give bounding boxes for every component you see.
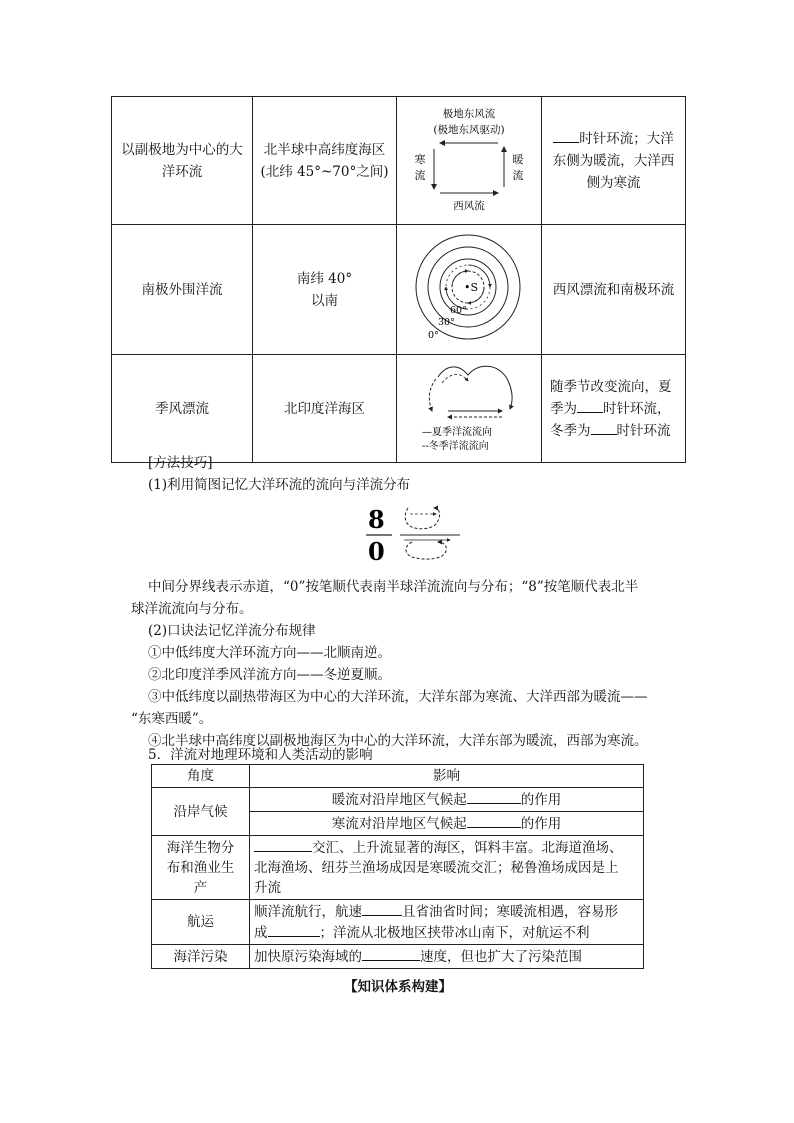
table-row xyxy=(152,836,644,900)
pollution-b: 速度，但也扩大了污染范围 xyxy=(420,949,582,965)
ship-line1-b: 且省油省时间；寒暖流相遇，容易形 xyxy=(402,904,618,920)
answer-blank[interactable] xyxy=(577,398,603,413)
row2-region xyxy=(253,225,397,355)
row1-feature xyxy=(542,97,686,225)
antarctic-diagram xyxy=(397,225,542,355)
figure-8-0-svg xyxy=(364,502,464,562)
ship-line2-b: ；洋流从北极地区挟带冰山南下，对航运不利 xyxy=(319,925,590,941)
subpolar-gyre-svg xyxy=(398,97,541,217)
answer-blank[interactable] xyxy=(591,420,617,435)
header-effect: 影响 xyxy=(250,765,644,788)
climate-cold-a: 寒流对沿岸地区气候起 xyxy=(331,816,467,832)
climate-warm-b: 的作用 xyxy=(520,792,562,808)
diag1-right-2: 流 xyxy=(512,169,523,182)
fish-line1 xyxy=(254,837,639,858)
ship-content xyxy=(250,900,644,945)
climate-cold-b: 的作用 xyxy=(520,816,562,832)
table-row xyxy=(152,765,644,788)
answer-blank[interactable] xyxy=(467,789,521,804)
diag1-left-2: 流 xyxy=(414,169,425,182)
ship-line1 xyxy=(254,901,639,922)
method-para1-line2: 球洋流流向与分布。 xyxy=(131,601,253,617)
table-row xyxy=(152,945,644,969)
subpolar-gyre-diagram xyxy=(397,97,542,225)
answer-blank[interactable] xyxy=(362,946,420,961)
diag2-lat60: 60° xyxy=(449,305,467,316)
table-row xyxy=(112,355,686,463)
method-item2: (2)口诀法记忆洋流分布规律 xyxy=(148,623,316,639)
table-row xyxy=(152,900,644,945)
diag1-bottom: 西风流 xyxy=(452,200,485,212)
method-item1: (1)利用简图记忆大洋环流的流向与洋流分布 xyxy=(148,477,411,493)
row1-feature-text: 时针环流；大洋东侧为暖流，大洋西侧为寒流 xyxy=(552,130,675,191)
row2-name: 南极外围洋流 xyxy=(112,225,253,355)
method-para1-line1: 中间分界线表示赤道，“0”按笔顺代表南半球洋流流向与分布；“8”按笔顺代表北半 xyxy=(148,579,639,595)
ocean-impact-table xyxy=(151,764,644,969)
figure-top-digit: 8 xyxy=(368,505,385,534)
section5-title: 5．洋流对地理环境和人类活动的影响 xyxy=(148,747,373,763)
diag3-legend-summer: —夏季洋流流向 xyxy=(421,427,492,438)
diag1-left-1: 寒 xyxy=(414,153,425,166)
answer-blank[interactable] xyxy=(362,901,402,916)
ocean-circulation-table xyxy=(111,96,686,463)
answer-blank[interactable] xyxy=(553,128,579,143)
answer-blank[interactable] xyxy=(254,837,312,852)
climate-warm-a: 暖流对沿岸地区气候起 xyxy=(331,792,467,808)
fish-label xyxy=(152,836,250,900)
row3-region: 北印度洋海区 xyxy=(253,355,397,463)
row3-name: 季风漂流 xyxy=(112,355,253,463)
figure-bottom-digit: 0 xyxy=(368,537,385,562)
answer-blank[interactable] xyxy=(268,922,320,937)
diag1-right-1: 暖 xyxy=(512,153,523,166)
figure-8-0 xyxy=(364,502,464,562)
row3-feature xyxy=(542,355,686,463)
rule-4: ④北半球中高纬度以副极地海区为中心的大洋环流，大洋东部为暖流，西部为寒流。 xyxy=(148,733,648,749)
pollution-content xyxy=(250,945,644,969)
climate-label: 沿岸气候 xyxy=(152,788,250,836)
ship-line2 xyxy=(254,922,639,943)
rule-1: ①中低纬度大洋环流方向——北顺南逆。 xyxy=(148,645,391,661)
ship-label: 航运 xyxy=(152,900,250,945)
knowledge-system-heading: 【知识体系构建】 xyxy=(344,979,452,995)
rule-2: ②北印度洋季风洋流方向——冬逆夏顺。 xyxy=(148,667,391,683)
fish-label-1: 海洋生物分 xyxy=(166,839,235,856)
method-heading: [方法技巧] xyxy=(148,455,213,471)
fish-line1-b: 交汇、上升流显著的海区，饵料丰富。北海道渔场、 xyxy=(312,840,623,856)
fish-label-3: 产 xyxy=(193,879,208,896)
fish-line2: 北海渔场、纽芬兰渔场成因是寒暖流交汇；秘鲁渔场成因是上 xyxy=(254,860,619,876)
rule-3-line1: ③中低纬度以副热带海区为中心的大洋环流，大洋东部为寒流、大洋西部为暖流—— xyxy=(148,689,648,705)
row3-feature-c: 时针环流 xyxy=(616,422,671,439)
ship-line2-a: 成 xyxy=(254,925,268,941)
diag1-top2: (极地东风驱动) xyxy=(432,124,505,136)
header-angle: 角度 xyxy=(152,765,250,788)
row1-name: 以副极地为中心的大洋环流 xyxy=(112,97,253,225)
diag3-legend-winter: --冬季洋流流向 xyxy=(421,441,489,452)
climate-warm xyxy=(250,788,644,812)
rule-3-line2: “东寒西暖”。 xyxy=(131,711,213,727)
table-row xyxy=(112,225,686,355)
monsoon-svg xyxy=(398,355,541,455)
row2-region-line1: 南纬 40° xyxy=(296,270,353,287)
table-row xyxy=(112,97,686,225)
diag2-center: •S xyxy=(463,281,478,294)
diag2-lat0: 0° xyxy=(427,330,439,341)
fish-label-2: 布和渔业生 xyxy=(166,859,235,876)
fish-content xyxy=(250,836,644,900)
diag1-top1: 极地东风流 xyxy=(442,108,495,120)
row2-region-line2: 以南 xyxy=(311,292,338,309)
diag2-lat30: 30° xyxy=(437,317,455,328)
climate-cold xyxy=(250,812,644,836)
row3-feature-b: 时针环流，冬季为 xyxy=(550,400,671,439)
ship-line1-a: 顺洋流航行，航速 xyxy=(254,904,362,920)
fish-line3: 升流 xyxy=(254,880,281,896)
answer-blank[interactable] xyxy=(467,813,521,828)
pollution-a: 加快原污染海域的 xyxy=(254,949,362,965)
pollution-label: 海洋污染 xyxy=(152,945,250,969)
monsoon-diagram xyxy=(397,355,542,463)
table-row xyxy=(152,788,644,812)
row1-region: 北半球中高纬度海区(北纬 45°~70°之间) xyxy=(253,97,397,225)
antarctic-svg xyxy=(398,225,541,347)
row3-feature-a: 随季节改变流向，夏季为 xyxy=(550,378,672,417)
row2-feature: 西风漂流和南极环流 xyxy=(542,225,686,355)
